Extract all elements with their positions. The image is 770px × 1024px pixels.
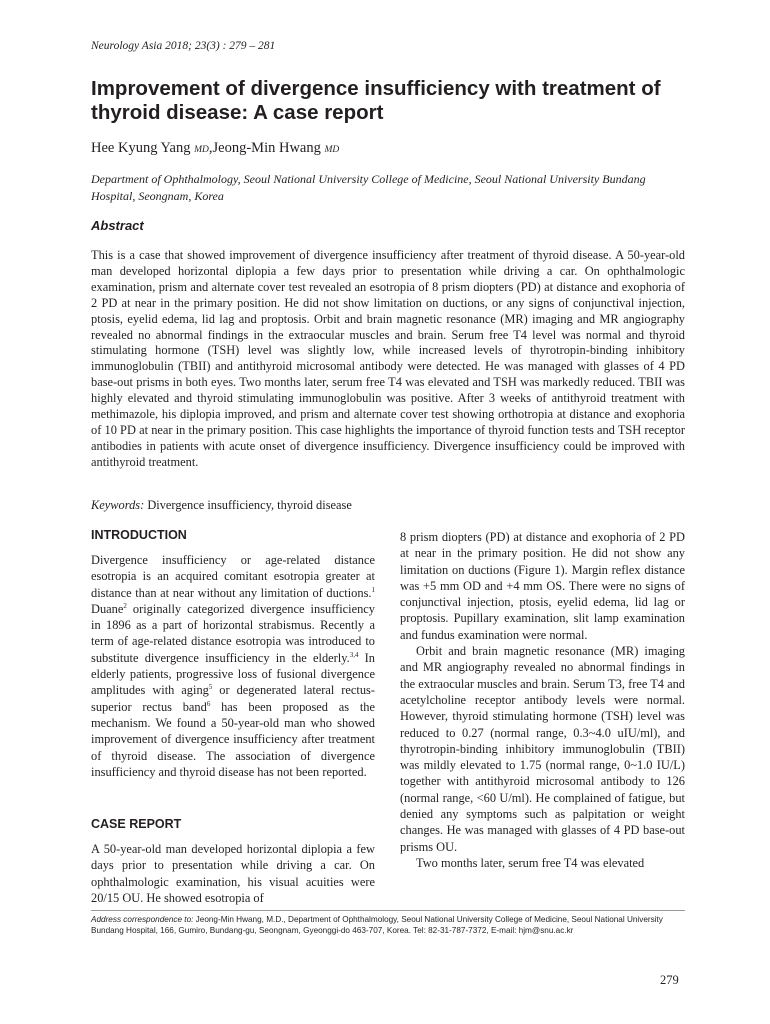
author-name: Hee Kyung Yang bbox=[91, 140, 191, 156]
text-run: originally categorized divergence insufficiency in 1896 as a part of horizontal strabismus. Recently a term of age-related distance esotropia was introduced to substitute divergence insufficiency in the elderly. bbox=[91, 601, 375, 665]
footnote-divider bbox=[91, 910, 685, 911]
author-separator: , bbox=[208, 140, 213, 156]
correspondence-note bbox=[91, 914, 691, 936]
author-list bbox=[91, 140, 339, 157]
text-run: Duane bbox=[91, 601, 124, 616]
author-degree: MD bbox=[324, 145, 340, 155]
correspondence-text: Jeong-Min Hwang, M.D., Department of Ophthalmology, Seoul National University College of Medicine, Seoul National University Bundang Hospital, 166, Gumiro, Bundang-gu, Seongnam, Gyeonggi-do 463-707, Korea. Tel: 82-31-787-7372, E-mail: hjm@snu.ac.kr bbox=[91, 915, 663, 935]
text-run: In elderly patients, progressive loss of fusional divergence amplitudes with aging bbox=[91, 650, 376, 698]
citation-ref: 1 bbox=[371, 585, 375, 594]
introduction-body bbox=[91, 552, 375, 780]
keywords bbox=[91, 498, 352, 513]
paragraph bbox=[91, 552, 375, 780]
keywords-label: Keywords: bbox=[91, 498, 145, 512]
author-name: Jeong-Min Hwang bbox=[212, 140, 321, 156]
case-report-body bbox=[91, 841, 375, 906]
text-run: or degenerated lateral rectus-superior rectus band bbox=[91, 683, 375, 714]
citation-ref: 2 bbox=[123, 601, 127, 610]
text-run: has been proposed as the mechanism. We found a 50-year-old man who showed improvement of divergence insufficiency after treatment of thyroid disease. The association of divergence insufficiency and thyroid disease has not been reported. bbox=[91, 699, 375, 779]
citation-ref: 3,4 bbox=[349, 650, 359, 659]
abstract-text: This is a case that showed improvement of divergence insufficiency after treatment of thyroid disease. A 50-year-old man developed horizontal diplopia a few days prior to presentation while driving a car. On ophthalmologic examination, prism and alternate cover test revealed an esotropia of 8 prism diopters (PD) at distance and exophoria of 2 PD at near in the primary position. He did not show limitation on ductions, or any signs of conjunctival injection, ptosis, eyelid edema, lid lag and proptosis. Orbit and brain magnetic resonance (MR) imaging and MR angiography revealed no abnormal findings in the extraocular muscles and brain. Serum free T4 level was normal and thyroid stimulating hormone (TSH) level was slightly low, while increased levels of thyrotropin-binding inhibitory immunoglobulin (TBII) and antithyroid microsomal antibody were detected. He was managed with glasses of 4 PD base-out prisms in both eyes. Two months later, serum free T4 was elevated and TSH was markedly reduced. TBII was highly elevated and thyroid stimulating immunoglobulin was positive. After 3 weeks of antithyroid treatment with methimazole, his diplopia improved, and prism and alternate cover test showing orthotropia at distance and exophoria of 10 PD at near in the primary position. This case highlights the importance of thyroid function tests and TSH receptor antibodies in patients with acute onset of divergence insufficiency. Divergence insufficiency could be improved with antithyroid treatment. bbox=[91, 248, 685, 469]
paragraph: A 50-year-old man developed horizontal diplopia a few days prior to presentation while driving a car. On ophthalmologic examination, his visual acuities were 20/15 OU. He showed esotropia of bbox=[91, 842, 375, 905]
correspondence-label: Address correspondence to: bbox=[91, 915, 194, 924]
citation-ref: 5 bbox=[208, 683, 213, 692]
right-column bbox=[400, 529, 685, 871]
citation-ref: 6 bbox=[206, 699, 211, 708]
author-degree: MD bbox=[194, 145, 209, 155]
text-run: Divergence insufficiency or age-related distance esotropia is an acquired comitant esotropia greater at distance than at near without any limitation of ductions. bbox=[91, 553, 375, 600]
affiliation: Department of Ophthalmology, Seoul National University College of Medicine, Seoul National University Bundang Hospital, Seongnam, Korea bbox=[91, 172, 646, 203]
journal-citation: Neurology Asia 2018; 23(3) : 279 – 281 bbox=[91, 40, 276, 52]
page-number: 279 bbox=[660, 973, 679, 987]
abstract-heading: Abstract bbox=[91, 218, 144, 233]
article-title: Improvement of divergence insufficiency with treatment of thyroid disease: A case report bbox=[91, 77, 661, 124]
paragraph: Two months later, serum free T4 was elevated bbox=[416, 855, 645, 870]
paragraph: 8 prism diopters (PD) at distance and exophoria of 2 PD at near in the primary position. He did not show any limitation on ductions (Figure 1). Margin reflex distance was +5 mm OD and +4 mm OS. There were no signs of conjunctival injection, ptosis, eyelid edema, lid lag or proptosis. Pupillary examination, slit lamp examination and fundus examination were normal. bbox=[400, 530, 685, 642]
keywords-text: Divergence insufficiency, thyroid disease bbox=[147, 498, 352, 512]
introduction-heading: INTRODUCTION bbox=[91, 528, 187, 542]
case-report-heading: CASE REPORT bbox=[91, 817, 182, 831]
paragraph: Orbit and brain magnetic resonance (MR) imaging and MR angiography revealed no abnormal findings in the extraocular muscles and brain. Serum T3, free T4 and acetylcholine receptor antibody levels were normal. However, thyroid stimulating hormone (TSH) level was reduced to 0.27 (normal range, 0.3~4.0 uIU/ml), and thyrotropin-binding inhibitory immunoglobulin (TBII) was mildly elevated to 1.75 (normal range, 0~1.0 IU/L) together with antithyroid microsomal antibody to 126 (normal range, <60 U/ml). He complained of fatigue, but denied any symptoms such as palpitation or weight changes. He was managed with glasses of 4 PD base-out prisms OU. bbox=[400, 644, 685, 854]
